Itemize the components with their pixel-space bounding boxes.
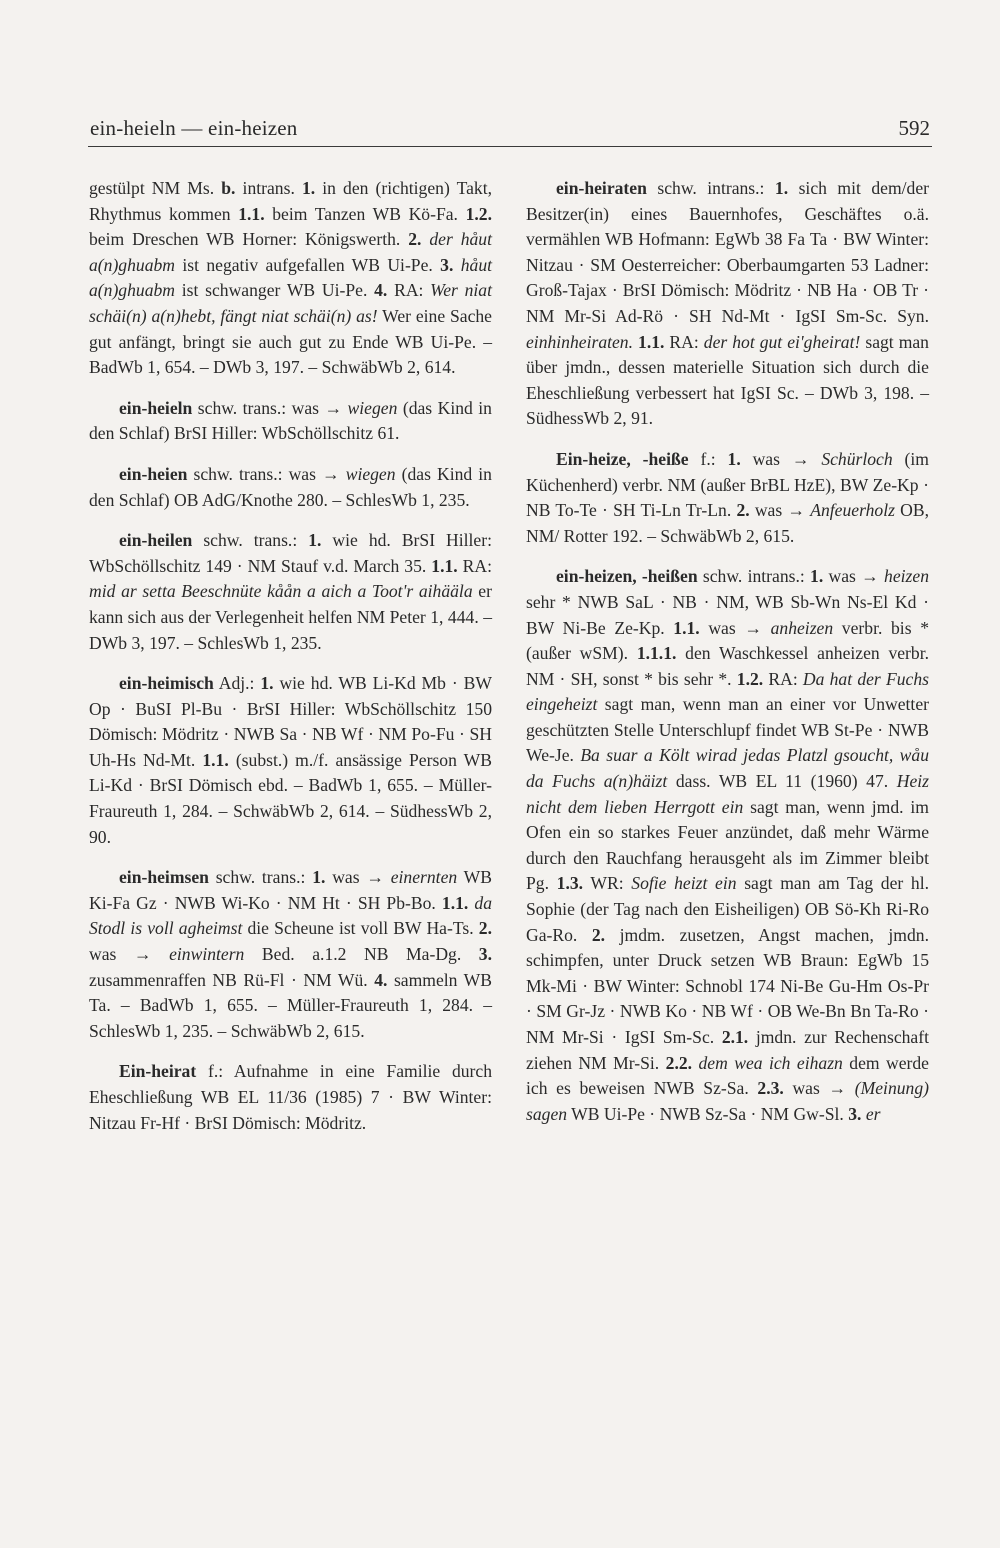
italic-text: håut a(n)ghuabm [89, 254, 492, 301]
bold-text: 1. [727, 448, 741, 469]
bold-text: ein-heizen, -heißen [556, 566, 698, 587]
italic-text: (Meinung) sagen [526, 1078, 929, 1124]
entry-text: schw. intrans.: [646, 178, 775, 198]
entry-text: WR: [583, 873, 632, 894]
dictionary-entry [89, 671, 492, 850]
right-column [526, 176, 929, 1142]
bold-text: 2.1. [721, 1027, 749, 1047]
entry-text: (im Küchenherd) verbr. NM (außer BrBL HzE), BW Ze-Kp · NB To-Te · SH Ti-Ln Tr-Ln. [526, 448, 929, 521]
entry-text: (das Kind in den Schlaf) BrSI Hiller: WbSchöllschitz 61. [89, 397, 492, 444]
italic-text: Da hat der Fuchs eingeheizt [526, 668, 929, 715]
running-header [88, 112, 932, 147]
italic-text: Sofie heizt ein [631, 873, 737, 894]
entry-text: jmdn. zur Rechenschaft ziehen NM Mr-Si. [526, 1027, 929, 1073]
bold-text: ein-heiraten [556, 178, 647, 198]
entry-text: verbr. bis * (außer wSM). [526, 617, 929, 664]
bold-text: 1. [774, 178, 789, 198]
bold-text: Ein-heize, -heiße [556, 448, 689, 469]
bold-text: 2.2. [665, 1052, 693, 1073]
entry-text: sagt man über jmdn., dessen materielle Situation sich durch die Eheschließung verbessert hat IgSI Sc. – DWb 3, 198. – SüdhessWb 2, 91. [526, 331, 929, 429]
bold-text: ein-heilen [119, 530, 193, 551]
bold-text: 2. [591, 924, 606, 945]
entry-text: schw. intrans.: [697, 566, 811, 587]
entry-text: zusammenraffen NB Rü-Fl · NM Wü. [89, 969, 375, 990]
bold-text: 1.1.1. [636, 643, 677, 664]
bold-text: 1. [301, 178, 316, 198]
italic-text: Schürloch [821, 448, 893, 469]
italic-text: er [865, 1103, 881, 1124]
entry-text [453, 255, 460, 275]
bold-text: 2. [408, 229, 422, 250]
entry-text: wie hd. WB Li-Kd Mb · BW Op · BuSI Pl-Bu · BrSI Hiller: WbSchöllschitz 150 Dömisch: Mödritz · NWB Sa · NB Wf · NM Po-Fu · SH Uh-Hs Nd-Mt. [89, 673, 492, 770]
entry-text: RA: [664, 331, 704, 352]
bold-text: ein-heimisch [119, 673, 214, 694]
entry-text: beim Tanzen WB Kö-Fa. [264, 203, 466, 224]
bold-text: 1.1. [441, 892, 469, 913]
italic-text: da Stodl is voll agheimst [89, 892, 492, 939]
bold-text: 2.3. [757, 1078, 784, 1099]
entry-text: RA: [457, 555, 492, 576]
bold-text: 1. [312, 867, 326, 888]
italic-text: Ba suar a Költ wirad jedas Platzl gsoucht, wåu da Fuchs a(n)häizt [526, 745, 929, 792]
entry-text: WB Ui-Pe · NWB Sz-Sa · NM Gw-Sl. [567, 1103, 849, 1124]
italic-text: einwintern [169, 944, 245, 965]
italic-text: dem wea ich eihazn [698, 1052, 843, 1073]
italic-text: einernten [390, 867, 458, 888]
bold-text: Ein-heirat [119, 1061, 197, 1082]
dictionary-entry [89, 462, 492, 513]
entry-text: den Waschkessel anheizen verbr. NM · SH, sonst * bis sehr *. [526, 643, 929, 689]
entry-text: f.: [688, 448, 728, 469]
entry-text: was → [89, 944, 170, 965]
bold-text: 1.1. [673, 617, 700, 638]
running-head-title: ein-heieln — ein-heizen [90, 116, 298, 140]
entry-text: RA: [763, 668, 803, 689]
italic-text: der hot gut ei'gheirat! [703, 331, 861, 352]
italic-text: Wer niat schäi(n) a(n)hebt, fängt niat schäi(n) as! [89, 280, 492, 326]
bold-text: ein-heimsen [119, 867, 209, 888]
dictionary-entry [526, 564, 929, 1127]
entry-text: intrans. [235, 178, 302, 198]
dictionary-entry [526, 447, 929, 549]
dictionary-entry [526, 176, 929, 432]
bold-text: ein-heieln [119, 397, 193, 418]
bold-text: 1.1. [202, 749, 229, 770]
entry-text: OB, NM/ Rotter 192. – SchwäbWb 2, 615. [526, 500, 929, 546]
entry-text: dass. WB EL 11 (1960) 47. [667, 771, 897, 792]
entry-text: jmdm. zusetzen, Angst machen, jmdn. schimpfen, unter Druck setzen WB Braun: EgWb 15 Mk-Mi · BW Winter: Schnobl 174 Ni-Be Gu-Hm Os-Pr · SM Gr-Jz · NWB Ko · NB Wf · OB We-Bn Bn Ta-Ro · NM Mr-Si · IgSI Sm-Sc. [526, 924, 929, 1047]
bold-text: 1. [308, 530, 322, 551]
entry-text: WB Ki-Fa Gz · NWB Wi-Ko · NM Ht · SH Pb-Bo. [89, 867, 492, 913]
entry-text: (subst.) m./f. ansässige Person WB Li-Kd · BrSI Dömisch ebd. – BadWb 1, 655. – Müller-Fraureuth 1, 284. – SchwäbWb 2, 614. – SüdhessWb 2, 90. [89, 749, 492, 847]
italic-text: mid ar setta Beeschnüte kåån a aich a Toot'r aihääla [89, 581, 473, 602]
entry-text: sagt man am Tag der hl. Sophie (der Tag nach den Eisheiligen) OB Sö-Kh Ri-Ro Ga-Ro. [526, 873, 929, 945]
italic-text: wiegen [345, 463, 396, 484]
entry-text: (das Kind in den Schlaf) OB AdG/Knothe 280. – SchlesWb 1, 235. [89, 463, 492, 510]
entry-text: sammeln WB Ta. – BadWb 1, 655. – Müller-Fraureuth 1, 284. – SchlesWb 1, 235. – SchwäbWb 2, 615. [89, 969, 492, 1041]
italic-text: Anfeuerholz [810, 500, 895, 521]
bold-text: 4. [374, 969, 388, 990]
bold-text: 1.2. [465, 203, 492, 224]
entry-text: sehr * NWB SaL · NB · NM, WB Sb-Wn Ns-El Kd · BW Ni-Be Ze-Kp. [526, 591, 929, 638]
entry-text: beim Dreschen WB Horner: Königswerth. [89, 229, 409, 250]
bold-text: 2. [478, 918, 492, 939]
entry-text: wie hd. BrSI Hiller: WbSchöllschitz 149 · NM Stauf v.d. March 35. [89, 530, 492, 576]
entry-text: was → [823, 566, 885, 587]
entry-text: ist negativ aufgefallen WB Ui-Pe. [175, 254, 441, 275]
entry-text: schw. trans.: [192, 530, 309, 551]
dictionary-entry [89, 528, 492, 656]
bold-text: b. [221, 178, 236, 198]
entry-text: was → [749, 500, 811, 521]
italic-text: Heiz nicht dem lieben Herrgott ein [526, 771, 929, 817]
dictionary-entry [89, 396, 492, 447]
entry-text: RA: [387, 280, 431, 301]
entry-text: in den (richtigen) Takt, Rhythmus kommen [89, 178, 492, 224]
bold-text: 1.1. [638, 331, 665, 352]
bold-text: 1. [260, 673, 274, 694]
entry-text: f.: Aufnahme in eine Familie durch Eheschließung WB EL 11/36 (1985) 7 · BW Winter: Nitzau Fr-Hf · BrSI Dömisch: Mödritz. [89, 1061, 492, 1133]
bold-text: 2. [736, 500, 750, 521]
dictionary-entry [89, 865, 492, 1044]
page-number: 592 [898, 116, 930, 140]
entry-text: Wer eine Sache gut anfängt, bringt sie auch gut zu Ende WB Ui-Pe. – BadWb 1, 654. – DWb 3, 197. – SchwäbWb 2, 614. [89, 305, 492, 378]
bold-text: ein-heien [119, 463, 188, 484]
italic-text: einhinheiraten. [526, 331, 634, 352]
bold-text: 1.3. [556, 873, 584, 894]
entry-text: was → [740, 448, 822, 469]
entry-text: dem werde ich es beweisen NWB Sz-Sa. [526, 1052, 929, 1099]
italic-text: der håut a(n)ghuabm [89, 229, 492, 275]
bold-text: 3. [478, 944, 492, 965]
bold-text: 3. [440, 254, 454, 275]
dictionary-entry [89, 1059, 492, 1136]
bold-text: 1.2. [736, 668, 764, 689]
entry-text: schw. trans.: was → [187, 463, 346, 484]
entry-text: Adj.: [213, 673, 261, 694]
bold-text: 3. [848, 1103, 862, 1124]
entry-text: sagt man, wenn man an einer vor Unwetter geschützten Stelle Unterschlupf findet WB St-Pe · NWB We-Je. [526, 694, 929, 766]
entry-text: was → [699, 617, 771, 638]
entry-text: sich mit dem/der Besitzer(in) eines Bauernhofes, Geschäftes o.ä. vermählen WB Hofmann: EgWb 38 Fa Ta · BW Winter: Nitzau · SM Oesterreicher: Oberbaumgarten 53 Ladner: Groß-Tajax · BrSI Dömisch: Mödritz · NB Ha · OB Tr · NM Mr-Si Ad-Rö · SH Nd-Mt · IgSI Sm-Sc. Syn. [526, 178, 929, 326]
bold-text: 4. [374, 280, 388, 301]
entry-text: ist schwanger WB Ui-Pe. [175, 280, 375, 301]
bold-text: 1.1. [431, 555, 458, 576]
dictionary-entry [89, 176, 492, 381]
left-column [89, 176, 492, 1151]
entry-text: Bed. a.1.2 NB Ma-Dg. [244, 944, 479, 965]
entry-text: gestülpt NM Ms. [89, 178, 222, 198]
italic-text: anheizen [770, 617, 834, 638]
entry-text: die Scheune ist voll BW Ha-Ts. [242, 918, 479, 939]
entry-text: schw. trans.: [208, 867, 313, 888]
entry-text: was → [325, 867, 391, 888]
entry-text: was → [783, 1078, 855, 1099]
entry-text: schw. trans.: was → [192, 397, 348, 418]
italic-text: heizen [884, 566, 929, 587]
bold-text: 1. [810, 566, 824, 587]
italic-text: wiegen [347, 397, 398, 418]
entry-text: er kann sich aus der Verlegenheit helfen NM Peter 1, 444. – DWb 3, 197. – SchlesWb 1, 235. [89, 581, 492, 653]
bold-text: 1.1. [238, 203, 265, 224]
entry-text: sagt man, wenn jmd. im Ofen ein so starkes Feuer anzündet, daß mehr Wärme durch den Rauchfang herausgeht als im Zimmer bleibt Pg. [526, 796, 929, 894]
